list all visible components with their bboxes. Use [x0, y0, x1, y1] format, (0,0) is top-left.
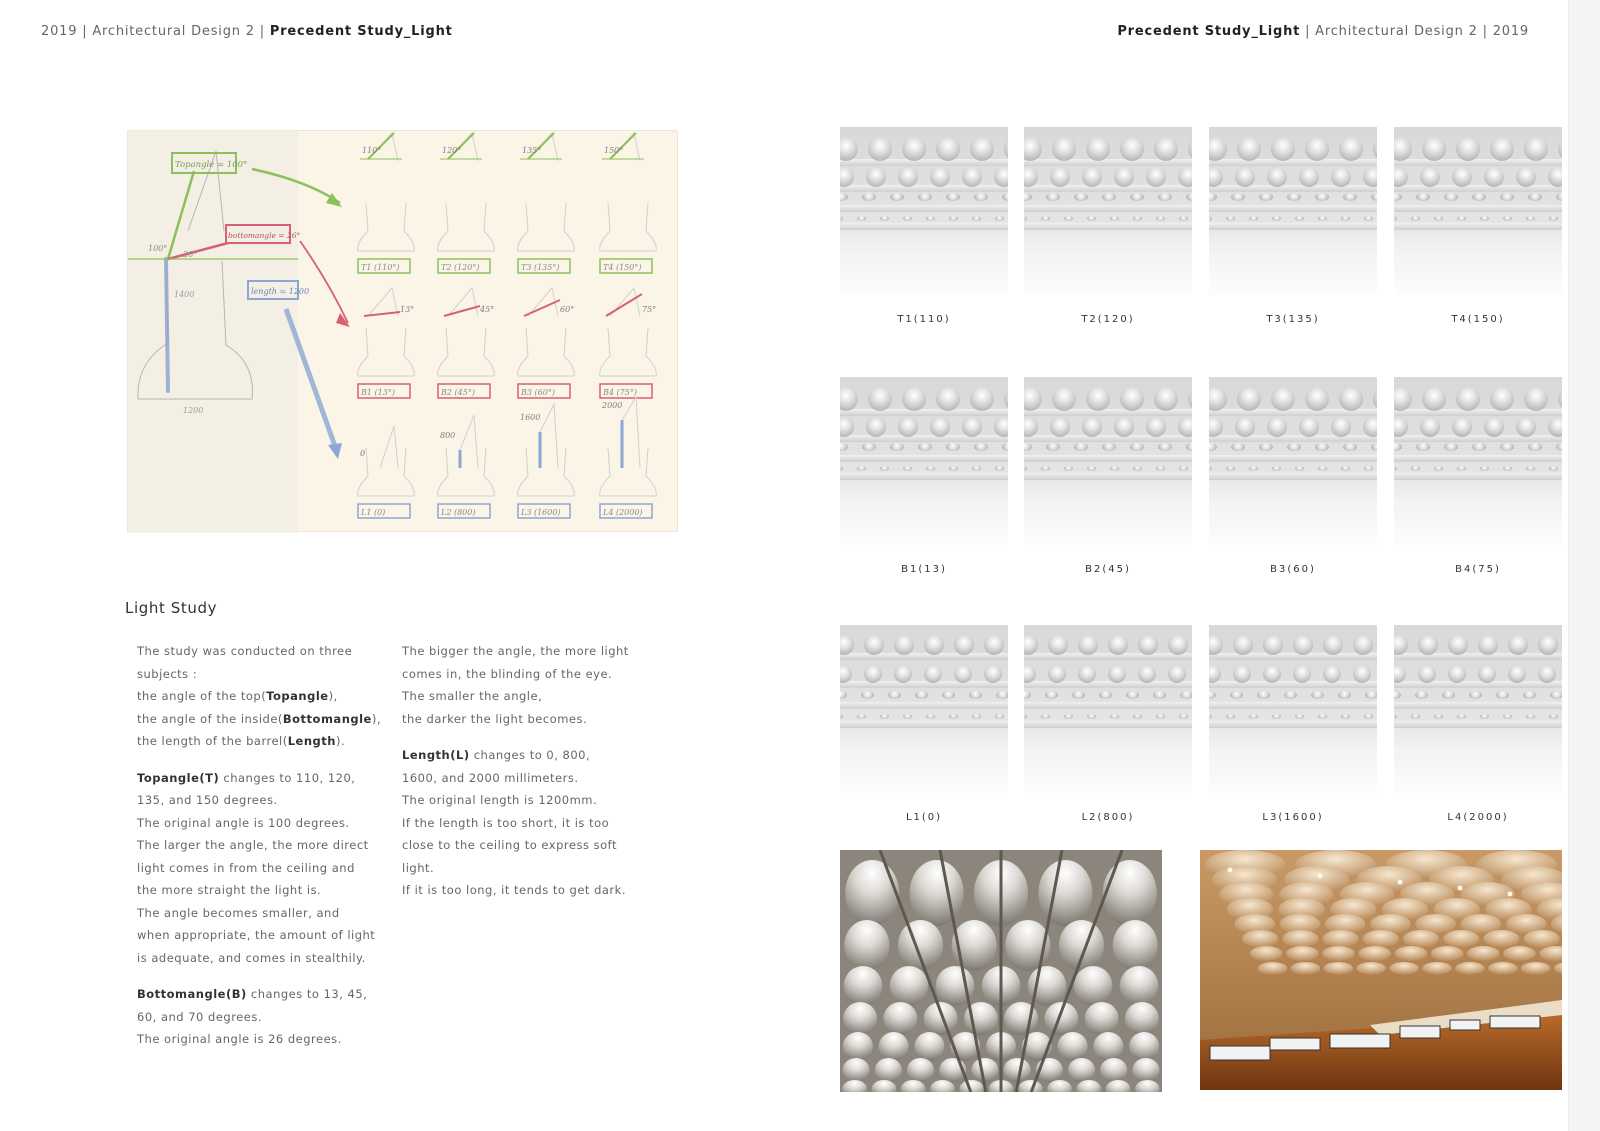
mini-angle-label: 1600 — [520, 413, 541, 422]
ceiling-vault — [1125, 1002, 1159, 1035]
text-line: The bigger the angle, the more light — [402, 644, 629, 658]
mini-label-text: T3 (135°) — [521, 263, 560, 272]
ceiling-vault — [1120, 966, 1159, 1006]
angle-100-label: 100° — [148, 244, 168, 253]
mini-skylight-outline — [438, 328, 495, 376]
render-tile-label: B2(45) — [1085, 564, 1131, 575]
gallery-vault — [1443, 930, 1479, 948]
ceiling-vault — [1074, 966, 1113, 1006]
mini-skylight-outline — [518, 203, 575, 251]
bold-term: Bottomangle — [282, 711, 372, 726]
render-tile — [840, 377, 1008, 545]
dim-1400-label: 1400 — [174, 290, 195, 299]
ceiling-vault — [883, 1002, 917, 1035]
render-tile-label: T3(135) — [1266, 314, 1320, 325]
gallery-interior-svg — [1200, 850, 1562, 1090]
mini-skylight-outline — [438, 448, 495, 496]
mini-angle-label: 800 — [440, 431, 456, 440]
ceiling-vault — [890, 966, 929, 1006]
mini-label-text: T2 (120°) — [441, 263, 480, 272]
header-right-plain: | Architectural Design 2 | 2019 — [1300, 24, 1529, 39]
mini-skylight-outline — [600, 328, 657, 376]
ceiling-vault — [924, 1002, 958, 1035]
length-box-label: length = 1200 — [251, 287, 310, 296]
gallery-vault — [1282, 930, 1318, 948]
mini-angle-label: 13° — [400, 305, 415, 314]
mini-label-text: L1 (0) — [361, 508, 386, 517]
mini-skylight-outline — [358, 448, 415, 496]
ceiling-vault — [875, 1058, 902, 1082]
mini-angle-label: 45° — [480, 305, 495, 314]
render-tile-label: B1(13) — [901, 564, 947, 575]
text-line: The original angle is 100 degrees. — [137, 815, 350, 830]
ceiling-vault — [1132, 1058, 1159, 1082]
left-paragraph — [137, 640, 387, 753]
ceiling-vault — [845, 860, 899, 926]
page-spine — [1568, 0, 1600, 1131]
header-right-bold: Precedent Study_Light — [1117, 24, 1301, 39]
topangle-box-label: Topangle = 100° — [175, 160, 248, 170]
exhibit-box — [1450, 1020, 1480, 1030]
right-paragraph — [402, 744, 652, 902]
spot-light — [1398, 880, 1403, 885]
ceiling-vault — [843, 1032, 873, 1061]
render-tile — [1394, 377, 1562, 545]
mini-barrel — [622, 397, 640, 468]
gallery-vault — [1422, 962, 1452, 975]
mini-angle-label: 120° — [442, 146, 462, 155]
ceiling-vault — [898, 920, 943, 971]
right-paragraph — [402, 640, 652, 730]
gallery-vault — [1403, 930, 1439, 948]
exhibit-box — [1270, 1038, 1320, 1050]
sketch-paper-shade — [128, 131, 298, 533]
ceiling-vault — [1068, 1058, 1095, 1082]
text-line: the darker the light becomes. — [402, 711, 588, 726]
render-grid — [840, 127, 1562, 827]
bold-term: Topangle — [266, 689, 329, 703]
header-left-plain: 2019 | Architectural Design 2 | — [41, 24, 270, 39]
gallery-vault — [1503, 946, 1536, 961]
text-line: the more straight the light is. — [137, 883, 322, 897]
mini-angle-label: 0 — [360, 449, 366, 458]
mini-angle-label: 60° — [560, 305, 575, 314]
text-line: light comes in from the ceiling and — [137, 860, 355, 875]
ceiling-vault — [1129, 1032, 1159, 1061]
render-tile — [1394, 625, 1562, 793]
gallery-vault — [1483, 930, 1519, 948]
ceiling-vault — [844, 920, 889, 971]
ceiling-vault — [1059, 920, 1104, 971]
text-line: The larger the angle, the more direct — [137, 838, 369, 852]
mini-skylight-outline — [438, 203, 495, 251]
gallery-vault — [1467, 946, 1500, 961]
gallery-vault — [1521, 962, 1551, 975]
text-line: 1600, and 2000 millimeters. — [402, 770, 579, 785]
mini-label-text: L3 (1600) — [521, 508, 561, 517]
ceiling-vault — [971, 1058, 998, 1082]
ceiling-vault — [844, 966, 883, 1006]
ceiling-vault — [1004, 1058, 1031, 1082]
ceiling-vault — [910, 860, 964, 926]
render-tile — [1024, 377, 1192, 545]
mini-skylight-outline — [518, 328, 575, 376]
text-line: 135, and 150 degrees. — [137, 793, 278, 807]
render-tile — [1209, 127, 1377, 295]
study-text-left-column — [137, 640, 387, 1065]
vaulted-ceiling-svg — [840, 850, 1162, 1092]
text-line: Topangle(T) changes to 110, 120, — [137, 770, 356, 785]
mini-skylight-outline — [358, 328, 415, 376]
render-tile-label: L1(0) — [905, 812, 943, 823]
ceiling-vault — [843, 1002, 877, 1035]
text-line: If it is too long, it tends to get dark. — [402, 883, 626, 897]
text-line: when appropriate, the amount of light — [137, 928, 376, 942]
dim-1200-label: 1200 — [183, 406, 204, 415]
mini-angle-stroke — [444, 306, 480, 316]
gallery-vault — [1363, 930, 1399, 948]
mini-skylight-outline — [358, 203, 415, 251]
render-tile — [1209, 377, 1377, 545]
sketch-svg — [128, 131, 679, 533]
gallery-vault — [1323, 962, 1353, 975]
gallery-vault — [1242, 930, 1278, 948]
arrow-blue-head — [328, 443, 342, 459]
ceiling-vault — [907, 1058, 934, 1082]
ceiling-vault — [1044, 1002, 1078, 1035]
left-paragraph — [137, 767, 387, 970]
text-line: 60, and 70 degrees. — [137, 1009, 262, 1024]
render-tile-label: T1(110) — [897, 314, 951, 325]
bold-term: Length — [287, 734, 336, 748]
gallery-vault — [1250, 946, 1283, 961]
mini-skylight-outline — [600, 203, 657, 251]
render-tile-label: L2(800) — [1081, 812, 1135, 823]
ceiling-vault — [879, 1032, 909, 1061]
gallery-vault — [1524, 930, 1560, 948]
ceiling-vault — [843, 1058, 870, 1082]
spot-light — [1318, 874, 1323, 879]
mini-barrel — [540, 404, 558, 468]
render-tile-label: T2(120) — [1081, 314, 1135, 325]
bold-term: Length(L) — [402, 748, 470, 762]
ceiling-vault — [914, 1032, 944, 1061]
arrow-red-head — [336, 313, 350, 327]
mini-angle-label: 150° — [604, 146, 624, 155]
light-study-title: Light Study — [125, 599, 218, 617]
gallery-vault — [1291, 962, 1321, 975]
mini-label-text: B2 (45°) — [441, 388, 475, 397]
mini-skylight-outline — [518, 448, 575, 496]
ceiling-vault — [1038, 860, 1092, 926]
mini-angle-stroke — [606, 294, 642, 316]
mini-label-text: B4 (75°) — [603, 388, 637, 397]
mini-label-text: B3 (60°) — [521, 388, 555, 397]
text-line: subjects : — [137, 666, 198, 681]
render-tile — [1209, 625, 1377, 793]
text-line: The angle becomes smaller, and — [137, 905, 340, 920]
ceiling-vault — [1113, 920, 1158, 971]
render-tile — [840, 625, 1008, 793]
gallery-vault — [1455, 962, 1485, 975]
hand-sketch-diagram — [127, 130, 678, 532]
header-right — [1117, 24, 1529, 39]
study-text-right-column — [402, 640, 652, 916]
text-line: Bottomangle(B) changes to 13, 45, — [137, 987, 368, 1001]
exhibit-box — [1330, 1034, 1390, 1048]
bottomangle-box-label: bottomangle = 26° — [228, 231, 301, 240]
mini-barrel — [448, 288, 478, 316]
length-stroke — [166, 259, 168, 391]
ceiling-vault — [1085, 1002, 1119, 1035]
render-tile — [1394, 127, 1562, 295]
gallery-vault — [1258, 962, 1288, 975]
gallery-vault — [1358, 946, 1391, 961]
text-line: Length(L) changes to 0, 800, — [402, 748, 591, 762]
header-left — [41, 24, 453, 39]
mini-label-text: L4 (2000) — [603, 508, 643, 517]
exhibit-box — [1490, 1016, 1540, 1028]
gallery-vault — [1322, 930, 1358, 948]
gallery-vault — [1286, 946, 1319, 961]
gallery-vault — [1389, 962, 1419, 975]
ceiling-vault — [1103, 860, 1157, 926]
text-line: The original angle is 26 degrees. — [137, 1032, 342, 1046]
bold-term: Topangle(T) — [137, 770, 220, 785]
gallery-vault — [1356, 962, 1386, 975]
ceiling-vault — [1100, 1058, 1127, 1082]
bold-term: Bottomangle(B) — [137, 987, 247, 1001]
angle-26-label: 26° — [183, 250, 198, 259]
mini-label-text: T4 (150°) — [603, 263, 642, 272]
mini-angle-label: 75° — [642, 305, 657, 314]
left-paragraph — [137, 983, 387, 1051]
render-tile — [1024, 625, 1192, 793]
ceiling-vault — [1058, 1032, 1088, 1061]
ceiling-vault — [1093, 1032, 1123, 1061]
mini-angle-label: 2000 — [602, 401, 623, 410]
render-tile-label: T4(150) — [1451, 314, 1505, 325]
render-tile-label: B3(60) — [1270, 564, 1316, 575]
mini-angle-stroke — [524, 300, 560, 316]
header-left-bold: Precedent Study_Light — [269, 24, 453, 39]
spot-light — [1228, 868, 1233, 873]
gallery-vault — [1322, 946, 1355, 961]
text-line: the angle of the top(Topangle), — [137, 689, 338, 703]
vaulted-ceiling-photo — [840, 850, 1162, 1092]
text-line: The original length is 1200mm. — [402, 793, 598, 807]
text-line: If the length is too short, it is too — [402, 815, 610, 830]
text-line: the length of the barrel(Length). — [137, 734, 346, 748]
mini-skylight-outline — [600, 448, 657, 496]
text-line: The study was conducted on three — [137, 644, 353, 658]
mini-label-text: L2 (800) — [441, 508, 476, 517]
mini-angle-label: 110° — [362, 146, 382, 155]
mini-barrel — [380, 426, 398, 468]
spot-light — [1508, 892, 1513, 897]
render-tile-label: L4(2000) — [1447, 812, 1509, 823]
render-tile-label: L3(1600) — [1262, 812, 1324, 823]
spot-light — [1458, 886, 1463, 891]
text-line: light. — [402, 860, 435, 875]
render-tile-label: B4(75) — [1455, 564, 1501, 575]
arrow-red — [300, 241, 348, 323]
text-line: is adequate, and comes in stealthily. — [137, 950, 366, 965]
render-tile — [1024, 127, 1192, 295]
mini-label-text: B1 (13°) — [361, 388, 395, 397]
exhibit-box — [1210, 1046, 1270, 1060]
text-line: the angle of the inside(Bottomangle), — [137, 711, 382, 726]
gallery-vault — [1395, 946, 1428, 961]
text-line: comes in, the blinding of the eye. — [402, 666, 613, 681]
mini-barrel — [460, 415, 478, 468]
mini-label-text: T1 (110°) — [361, 263, 400, 272]
exhibit-box — [1400, 1026, 1440, 1038]
text-line: close to the ceiling to express soft — [402, 838, 617, 852]
gallery-vault — [1488, 962, 1518, 975]
mini-angle-label: 135° — [522, 146, 542, 155]
text-line: The smaller the angle, — [402, 689, 543, 703]
gallery-vault — [1431, 946, 1464, 961]
render-tile — [840, 127, 1008, 295]
gallery-interior-photo — [1200, 850, 1562, 1090]
